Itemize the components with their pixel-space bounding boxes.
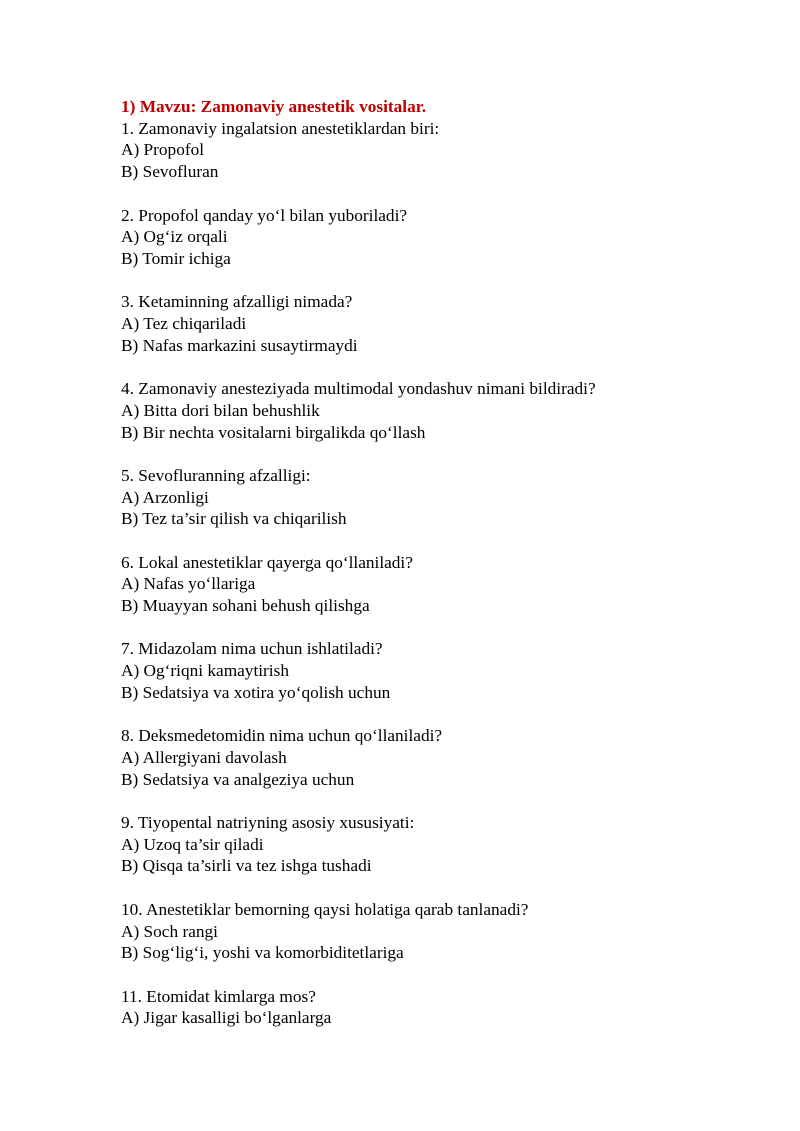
answer-option: B) Tez ta’sir qilish va chiqarilish [121,509,347,529]
answer-option: B) Sedatsiya va analgeziya uchun [121,769,355,789]
question-block [121,899,741,964]
question-text: 7. Midazolam nima uchun ishlatiladi? [121,639,383,659]
answer-option: A) Arzonligi [121,487,209,507]
question-text: 11. Etomidat kimlarga mos? [121,986,316,1006]
answer-option: A) Jigar kasalligi bo‘lganlarga [121,1008,332,1028]
answer-option: A) Og‘riqni kamaytirish [121,661,289,681]
question-block [121,205,741,270]
answer-option: B) Sog‘lig‘i, yoshi va komorbiditetlariga [121,943,404,963]
answer-option: A) Uzoq ta’sir qiladi [121,834,264,854]
question-text: 2. Propofol qanday yo‘l bilan yuboriladi? [121,205,408,225]
answer-option: A) Og‘iz orqali [121,227,228,247]
question-text: 9. Tiyopental natriyning asosiy xususiyati: [121,813,415,833]
answer-option: A) Nafas yo‘llariga [121,574,256,594]
answer-option: B) Sedatsiya va xotira yo‘qolish uchun [121,682,391,702]
question-list [121,118,741,1029]
answer-option: A) Allergiyani davolash [121,747,287,767]
question-block [121,725,741,790]
answer-option: B) Muayyan sohani behush qilishga [121,596,370,616]
answer-option: A) Propofol [121,140,205,160]
question-text: 1. Zamonaviy ingalatsion anestetiklardan biri: [121,118,440,138]
answer-option: B) Sevofluran [121,162,219,182]
question-block [121,465,741,530]
document-page [121,96,741,1029]
question-block [121,552,741,617]
question-block [121,986,741,1029]
question-text: 6. Lokal anestetiklar qayerga qo‘llaniladi? [121,552,413,572]
question-block [121,291,741,356]
document-title: 1) Mavzu: Zamonaviy anestetik vositalar. [121,97,427,116]
question-text: 3. Ketaminning afzalligi nimada? [121,292,353,312]
answer-option: A) Soch rangi [121,921,218,941]
answer-option: B) Tomir ichiga [121,248,231,268]
question-block [121,118,741,183]
answer-option: B) Nafas markazini susaytirmaydi [121,335,358,355]
answer-option: A) Tez chiqariladi [121,314,247,333]
question-text: 10. Anestetiklar bemorning qaysi holatiga qarab tanlanadi? [121,899,529,919]
answer-option: B) Qisqa ta’sirli va tez ishga tushadi [121,856,372,876]
answer-option: B) Bir nechta vositalarni birgalikda qo‘llash [121,422,426,442]
question-block [121,638,741,703]
question-block [121,812,741,877]
question-text: 8. Deksmedetomidin nima uchun qo‘llaniladi? [121,726,443,746]
question-text: 4. Zamonaviy anesteziyada multimodal yondashuv nimani bildiradi? [121,379,596,399]
question-text: 5. Sevofluranning afzalligi: [121,465,311,485]
question-block [121,378,741,443]
answer-option: A) Bitta dori bilan behushlik [121,400,320,420]
